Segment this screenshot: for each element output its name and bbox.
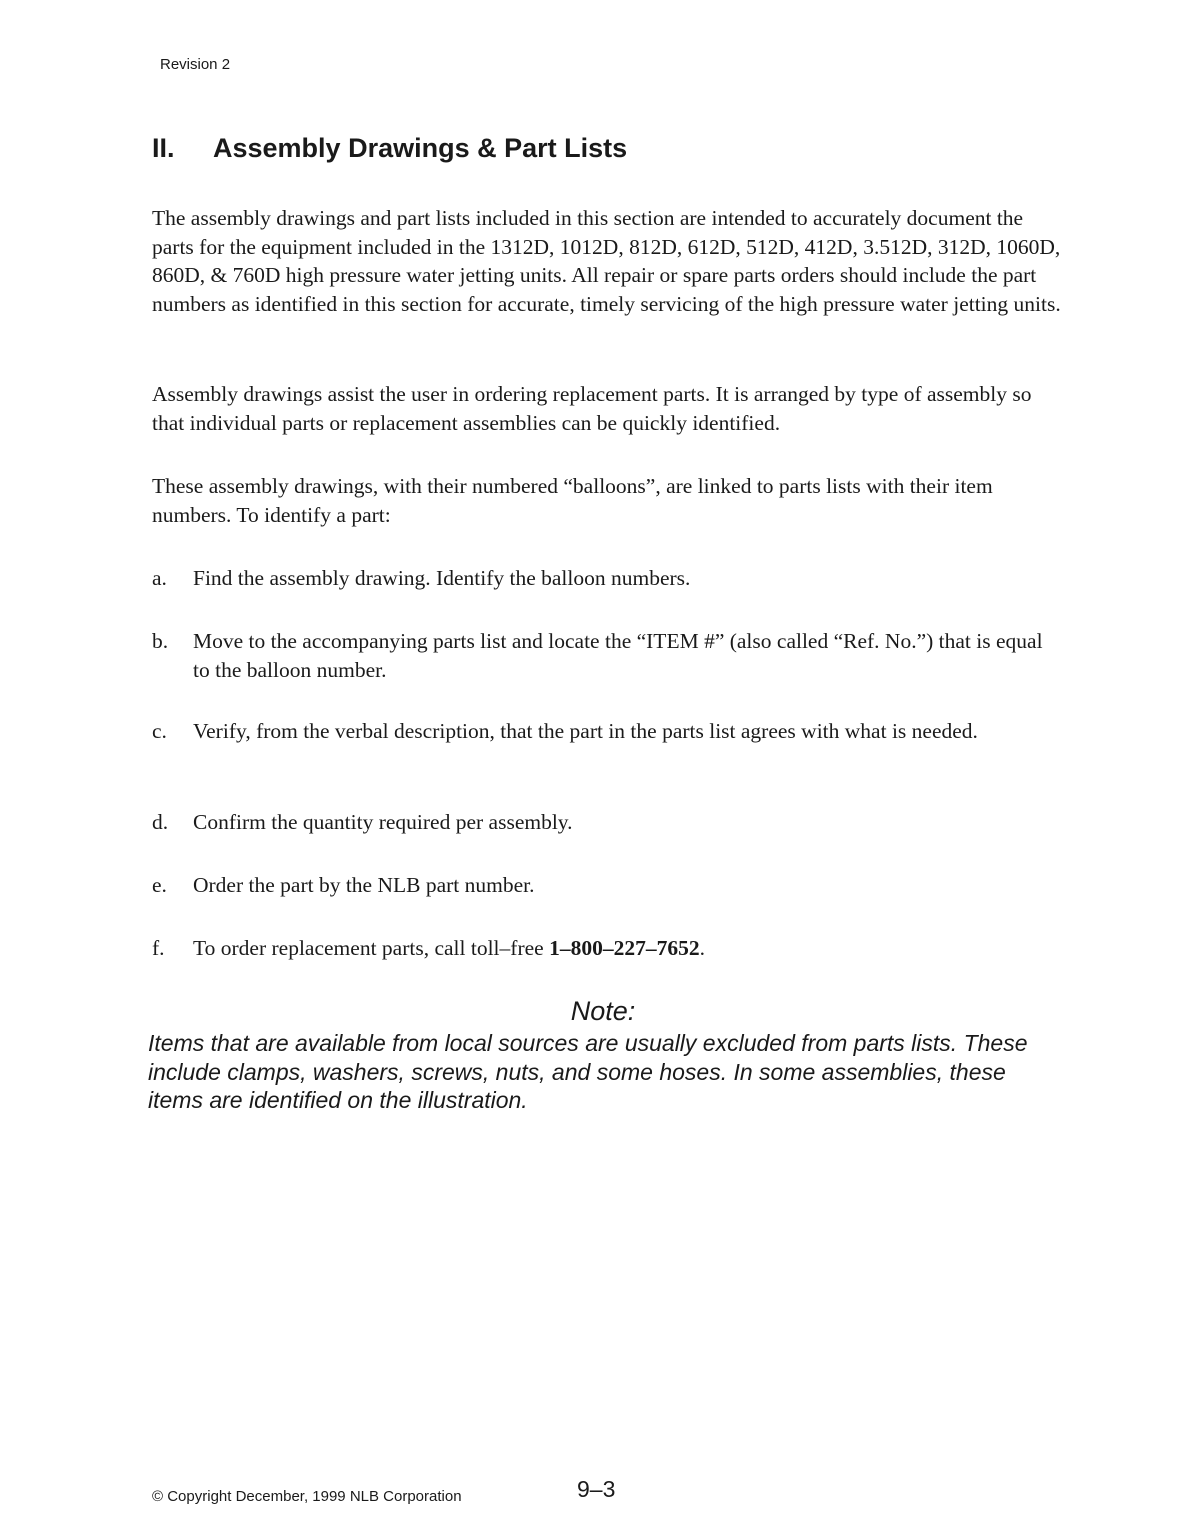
- section-title: [152, 133, 627, 164]
- list-marker: e.: [152, 873, 167, 897]
- list-item: [152, 717, 1062, 746]
- note-title: Note:: [570, 996, 636, 1026]
- list-marker: f.: [152, 936, 165, 960]
- list-item: [152, 871, 1062, 900]
- list-item-text: Order the part by the NLB part number.: [193, 873, 535, 897]
- assembly-drawings-paragraph: Assembly drawings assist the user in ordering replacement parts. It is arranged by type of assembly so that individual parts or replacement assemblies can be quickly identified.: [152, 382, 1032, 435]
- copyright-footer: © Copyright December, 1999 NLB Corporation: [152, 1488, 462, 1505]
- revision-label: Revision 2: [160, 56, 231, 73]
- order-text: To order replacement parts, call toll–free: [193, 936, 550, 960]
- list-marker: b.: [152, 629, 169, 653]
- list-marker: c.: [152, 719, 167, 743]
- list-marker: d.: [152, 810, 169, 834]
- list-item: [152, 564, 1062, 593]
- list-item-text: Move to the accompanying parts list and locate the “ITEM #” (also called “Ref. No.”) that is equal to the balloon number.: [193, 629, 1043, 682]
- list-item: [152, 808, 1062, 837]
- intro-paragraph: The assembly drawings and part lists included in this section are intended to accurately document the parts for the equipment included in the 1312D, 1012D, 812D, 612D, 512D, 412D, 3.512D, 312D, 1060D, 860D, & 760D high pressure water jetting units. All repair or spare parts orders should include the part numbers as identified in this section for accurate, timely servicing of the high pressure water jetting units.: [152, 206, 1061, 316]
- note-body: Items that are available from local sources are usually excluded from parts lists. These include clamps, washers, screws, nuts, and some hoses. In some assemblies, these items are identified on the illustration.: [148, 1030, 1028, 1113]
- list-item-text: Verify, from the verbal description, that the part in the parts list agrees with what is needed.: [193, 719, 978, 743]
- list-item-text: Confirm the quantity required per assembly.: [193, 810, 573, 834]
- section-title-text: Assembly Drawings & Part Lists: [213, 133, 628, 163]
- order-text-end: .: [699, 936, 705, 960]
- phone-number: 1–800–227–7652: [549, 936, 700, 960]
- section-number: II.: [152, 133, 175, 163]
- page-number: 9–3: [577, 1476, 616, 1502]
- list-item-text: Find the assembly drawing. Identify the balloon numbers.: [193, 566, 691, 590]
- list-item-text: [193, 934, 1062, 963]
- list-item: [152, 627, 1062, 684]
- list-marker: a.: [152, 566, 167, 590]
- list-item: [152, 934, 1062, 963]
- balloons-paragraph: These assembly drawings, with their numbered “balloons”, are linked to parts lists with their item numbers. To identify a part:: [152, 474, 993, 527]
